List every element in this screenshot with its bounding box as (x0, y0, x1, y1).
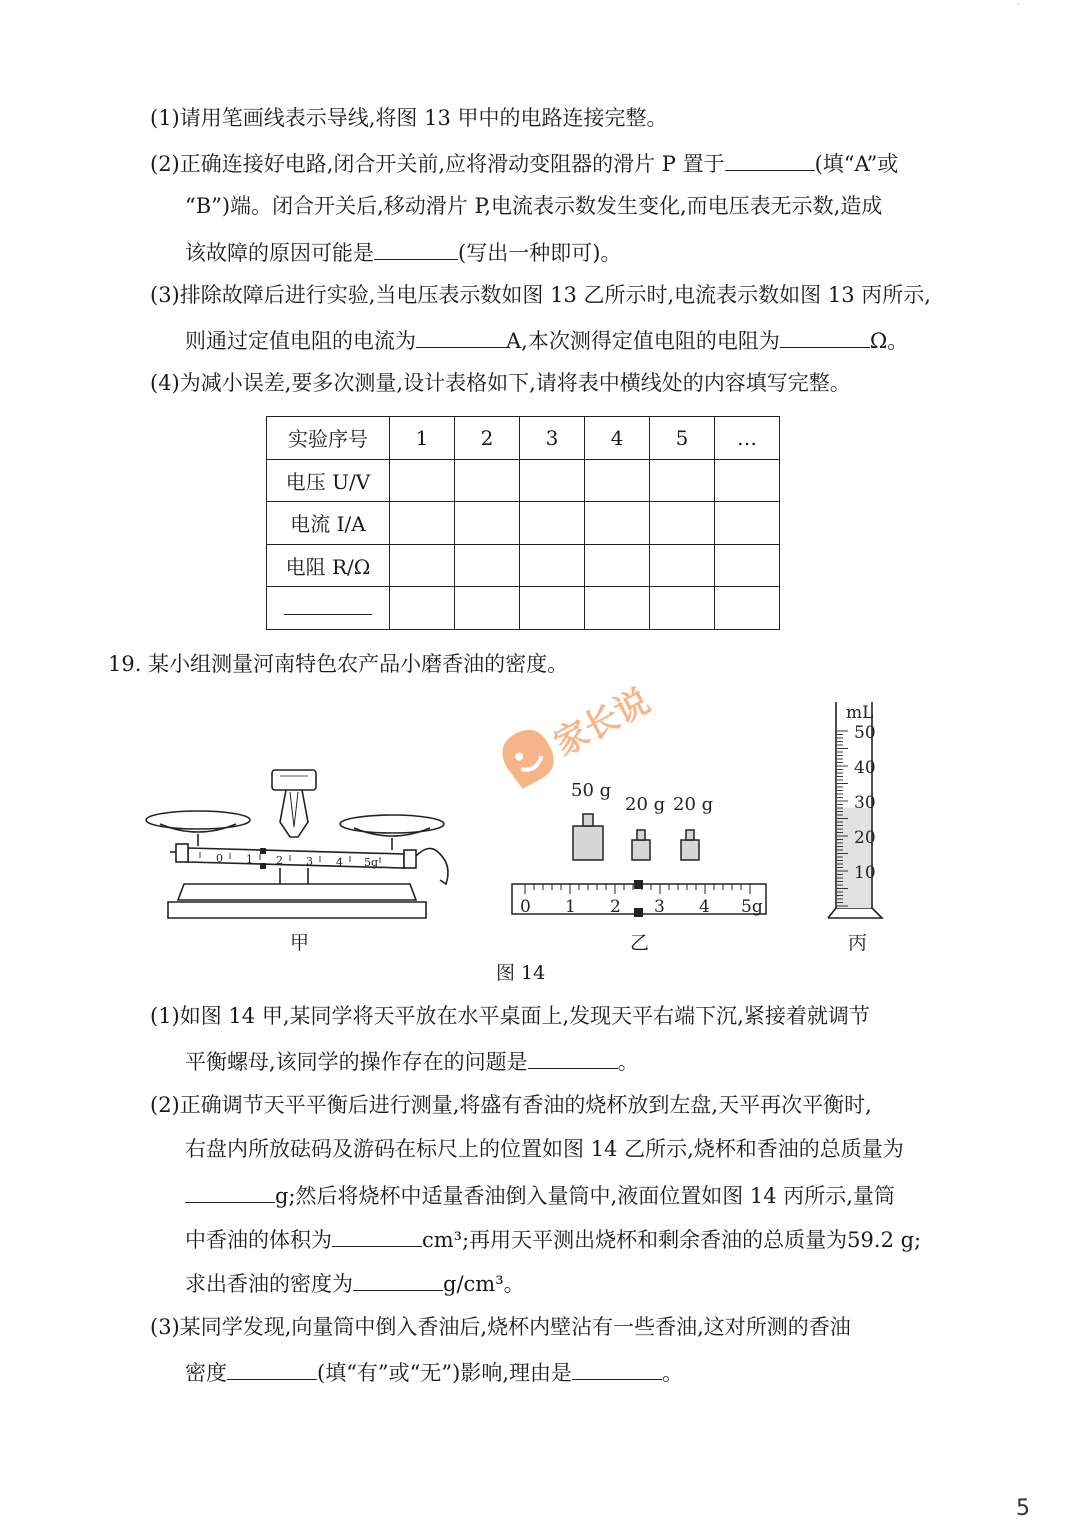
q18-part4: (4)为减小误差,要多次测量,设计表格如下,请将表中横线处的内容填写完整。 (150, 371, 851, 395)
q19-part2-line5: 求出香油的密度为 g/cm³。 (185, 1268, 525, 1298)
q19-part3-line1: (3)某同学发现,向量筒中倒入香油后,烧杯内壁沾有一些香油,这对所测的香油 (150, 1315, 851, 1339)
rider-scale-label: 5g (741, 897, 763, 917)
q19-part1-line2: 平衡螺母,该同学的操作存在的问题是 。 (185, 1046, 639, 1076)
cylinder-scale-label: 50 (854, 723, 876, 743)
rider-scale-label: 0 (520, 897, 531, 917)
table-header-cell: 4 (585, 417, 650, 460)
table-cell[interactable] (585, 459, 650, 502)
table-cell[interactable] (650, 544, 715, 587)
table-cell[interactable] (455, 544, 520, 587)
figure-label-bing: 丙 (848, 932, 868, 954)
table-cell[interactable] (650, 587, 715, 630)
answer-blank[interactable] (227, 1357, 317, 1380)
q19-part2-line1: (2)正确调节天平平衡后进行测量,将盛有香油的烧杯放到左盘,天平再次平衡时, (150, 1093, 872, 1117)
figure-label-jia: 甲 (290, 932, 310, 954)
cylinder-scale-label: 10 (854, 863, 876, 883)
rider-scale-label: 4 (699, 897, 710, 917)
q19-part2-line4: 中香油的体积为 cm³;再用天平测出烧杯和剩余香油的总质量为59.2 g; (185, 1224, 921, 1254)
answer-blank[interactable] (185, 1180, 275, 1203)
answer-blank[interactable] (353, 1268, 443, 1291)
answer-blank[interactable] (572, 1357, 662, 1380)
table-header-cell: 3 (520, 417, 585, 460)
table-cell[interactable] (650, 502, 715, 545)
table-header-row (267, 417, 780, 460)
row-label: 电压 U/V (267, 459, 390, 502)
answer-blank[interactable] (374, 237, 458, 260)
q18-part1: (1)请用笔画线表示导线,将图 13 甲中的电路连接完整。 (150, 106, 668, 130)
table-header-cell: 实验序号 (267, 417, 390, 460)
svg-text:家长说: 家长说 (547, 681, 657, 765)
table-cell[interactable] (585, 587, 650, 630)
answer-blank[interactable] (332, 1224, 422, 1247)
cylinder-scale-label: 40 (854, 758, 876, 778)
answer-blank[interactable] (725, 148, 815, 171)
q19-part1-line1: (1)如图 14 甲,某同学将天平放在水平桌面上,发现天平右端下沉,紧接着就调节 (150, 1004, 870, 1028)
balance-scale-label: 4 (336, 856, 343, 869)
table-cell[interactable] (715, 459, 780, 502)
balance-scale-label: 3 (306, 855, 313, 868)
table-cell[interactable] (455, 459, 520, 502)
table-cell[interactable] (520, 459, 585, 502)
weights-figure (505, 772, 775, 922)
table-cell[interactable] (455, 502, 520, 545)
experiment-table (266, 416, 780, 630)
q19-title: 19. 某小组测量河南特色农产品小磨香油的密度。 (108, 652, 569, 676)
watermark-logo (494, 680, 664, 790)
table-row (267, 587, 780, 630)
table-header-cell: 5 (650, 417, 715, 460)
cylinder-scale-label: 20 (854, 828, 876, 848)
table-cell[interactable] (650, 459, 715, 502)
table-cell[interactable] (715, 587, 780, 630)
table-cell[interactable] (585, 502, 650, 545)
q18-part2-line1: (2)正确连接好电路,闭合开关前,应将滑动变阻器的滑片 P 置于 (填“A”或 (150, 148, 898, 178)
table-header-cell: 1 (390, 417, 455, 460)
answer-blank[interactable] (416, 325, 506, 348)
cylinder-figure (822, 696, 897, 922)
table-cell[interactable] (520, 502, 585, 545)
cylinder-unit: mL (846, 703, 874, 723)
table-cell[interactable] (390, 502, 455, 545)
q19-part2-line3: g;然后将烧杯中适量香油倒入量筒中,液面位置如图 14 丙所示,量筒 (185, 1180, 895, 1210)
table-header-cell: … (715, 417, 780, 460)
row-label: 电阻 R/Ω (267, 544, 390, 587)
q18-part2-line2: “B”)端。闭合开关后,移动滑片 P,电流表示数发生变化,而电压表无示数,造成 (185, 194, 883, 218)
cylinder-scale-label: 30 (854, 793, 876, 813)
balance-scale-label: 1 (246, 853, 253, 866)
table-cell[interactable] (520, 587, 585, 630)
weight-label: 20 g (625, 794, 666, 815)
table-cell[interactable] (390, 587, 455, 630)
table-cell[interactable] (715, 544, 780, 587)
table-cell[interactable] (715, 502, 780, 545)
q19-part2-line2: 右盘内所放砝码及游码在标尺上的位置如图 14 乙所示,烧杯和香油的总质量为 (185, 1137, 904, 1161)
row-label-blank[interactable] (267, 587, 390, 630)
page-number: 5 (1016, 1496, 1030, 1521)
weight-label: 50 g (571, 780, 612, 801)
figure-caption: 图 14 (496, 962, 546, 984)
answer-blank[interactable] (528, 1046, 618, 1069)
rider-scale-label: 3 (654, 897, 665, 917)
table-row (267, 502, 780, 545)
table-row (267, 459, 780, 502)
q18-part3-line2: 则通过定值电阻的电流为 A,本次测得定值电阻的电阻为 Ω。 (185, 325, 908, 355)
table-header-cell: 2 (455, 417, 520, 460)
figure-label-yi: 乙 (630, 932, 650, 954)
balance-scale-label: 5g (364, 856, 379, 869)
row-label: 电流 I/A (267, 502, 390, 545)
rider-scale-label: 2 (610, 897, 621, 917)
q18-part3-line1: (3)排除故障后进行实验,当电压表示数如图 13 乙所示时,电流表示数如图 13 丙所示, (150, 283, 931, 307)
table-cell[interactable] (585, 544, 650, 587)
q18-part2-line3: 该故障的原因可能是 (写出一种即可)。 (185, 237, 621, 267)
answer-blank[interactable] (780, 325, 870, 348)
corner-mark: · (1016, 0, 1020, 11)
q19-part3-line2: 密度 (填“有”或“无”)影响,理由是 。 (185, 1357, 683, 1387)
balance-scale-label: 0 (216, 852, 223, 865)
table-cell[interactable] (390, 459, 455, 502)
table-cell[interactable] (455, 587, 520, 630)
table-row (267, 544, 780, 587)
table-cell[interactable] (390, 544, 455, 587)
rider-scale-label: 1 (565, 897, 576, 917)
balance-scale-label: 2 (276, 854, 283, 867)
weight-label: 20 g (673, 794, 714, 815)
balance-figure (140, 762, 460, 932)
table-cell[interactable] (520, 544, 585, 587)
